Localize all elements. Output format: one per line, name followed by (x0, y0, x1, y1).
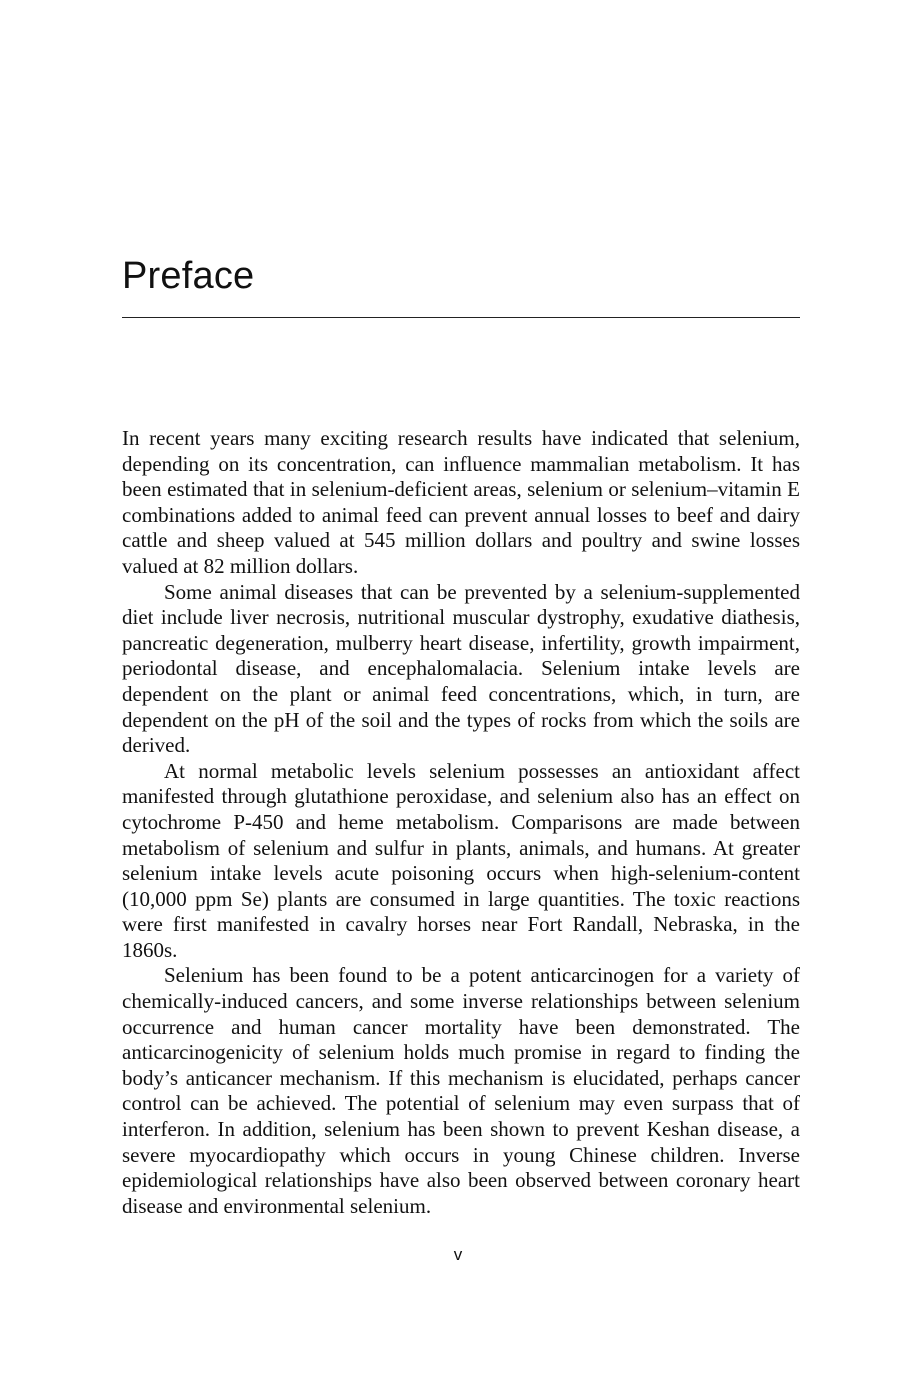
page-title: Preface (122, 255, 255, 297)
paragraph-3: At normal metabolic levels selenium possesses an antioxidant affect manifested through glutathione peroxidase, and selenium also has an effect on cytochrome P-450 and heme metabolism. Comparisons are made between metabolism of selenium and sulfur in plants, animals, and humans. At greater selenium intake levels acute poisoning occurs when high-selenium-content (10,000 ppm Se) plants are consumed in large quantities. The toxic reactions were first manifested in cavalry horses near Fort Randall, Nebraska, in the 1860s. (122, 758, 800, 962)
paragraph-4: Selenium has been found to be a potent anticarcinogen for a variety of chemically-induced cancers, and some inverse relationships between selenium occurrence and human cancer mortality have been demonstrated. The anticarcinogenicity of selenium holds much promise in regard to finding the body’s anticancer mechanism. If this mechanism is elucidated, perhaps cancer control can be achieved. The potential of selenium may even surpass that of interferon. In addition, selenium has been shown to prevent Keshan disease, a severe myocardiopathy which occurs in young Chinese children. Inverse epidemiological relationships have also been observed between coronary heart disease and environmental selenium. (122, 963, 800, 1218)
title-divider (122, 317, 800, 318)
preface-body (122, 426, 800, 1219)
paragraph-1: In recent years many exciting research results have indicated that selenium, depending on its concentration, can influence mammalian metabolism. It has been estimated that in selenium-deficient areas, selenium or selenium–vitamin E combinations added to animal feed can prevent annual losses to beef and dairy cattle and sheep valued at 545 million dollars and poultry and swine losses valued at 82 million dollars. (122, 426, 800, 578)
paragraph-2: Some animal diseases that can be prevented by a selenium-supplemented diet include liver necrosis, nutritional muscular dystrophy, exudative diathesis, pancreatic degeneration, mulberry heart disease, infertility, growth impairment, periodontal disease, and encephalomalacia. Selenium intake levels are dependent on the plant or animal feed concentrations, which, in turn, are dependent on the pH of the soil and the types of rocks from which the soils are derived. (122, 579, 800, 758)
page-number: v (453, 1245, 463, 1264)
